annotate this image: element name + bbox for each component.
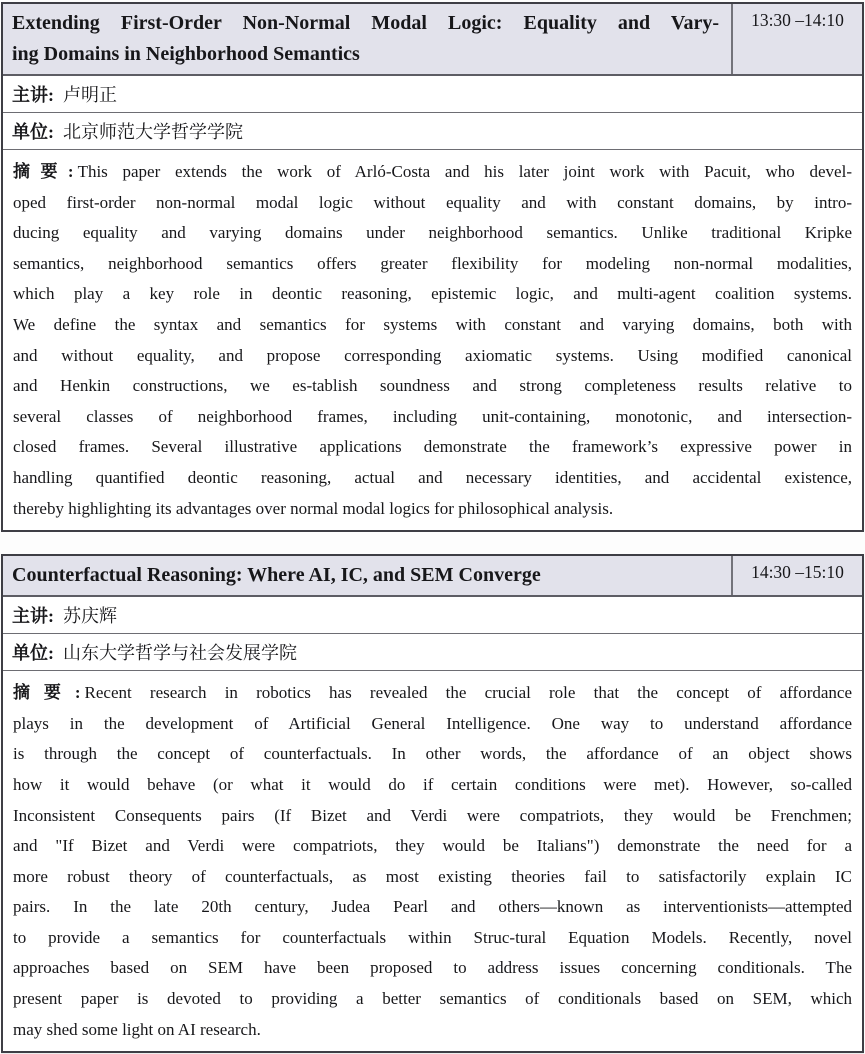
abstract-line: may shed some light on AI research. <box>13 1019 261 1039</box>
abstract-line: pairs. In the late 20th century, Judea Pearl and others—known as interventionists—attempted <box>13 897 852 917</box>
session-card-1 <box>1 2 864 532</box>
abstract-line: and "If Bizet and Verdi were compatriots, they would be Italians") demonstrate the need for a <box>13 836 852 856</box>
abstract-line: ducing equality and varying domains under neighborhood semantics. Unlike traditional Kripke <box>13 223 852 243</box>
abstract-text: This paper extends the work of Arló-Costa and his later joint work with Pacuit, who devel- <box>77 162 852 181</box>
affiliation-label: 单位: <box>12 643 54 664</box>
speaker-name: 苏庆辉 <box>63 606 117 627</box>
speaker-label: 主讲: <box>12 606 54 627</box>
session-header <box>3 4 862 76</box>
abstract-line <box>13 678 852 709</box>
affiliation-name: 山东大学哲学与社会发展学院 <box>63 643 297 664</box>
speaker-name: 卢明正 <box>63 85 117 105</box>
abstract-line: and without equality, and propose corresponding axiomatic systems. Using modified canonical <box>13 345 852 365</box>
speaker-label: 主讲: <box>12 85 54 105</box>
abstract-label: 摘要: <box>13 683 81 703</box>
abstract-line: semantics, neighborhood semantics offers greater flexibility for modeling non-normal modalities, <box>13 253 852 273</box>
abstract-line: closed frames. Several illustrative applications demonstrate the framework’s expressive power in <box>13 437 852 457</box>
abstract-line: to provide a semantics for counterfactuals within Struc-tural Equation Models. Recently, novel <box>13 927 852 947</box>
abstract-line: oped first-order non-normal modal logic without equality and with constant domains, by intro- <box>13 192 852 212</box>
abstract-line <box>13 157 852 188</box>
session-time: 13:30 –14:10 <box>731 4 862 74</box>
affiliation-row <box>3 634 862 671</box>
abstract-line: plays in the development of Artificial General Intelligence. One way to understand affordance <box>13 713 852 733</box>
abstract-line: Inconsistent Consequents pairs (If Bizet and Verdi were compatriots, they would be Frenchmen; <box>13 805 852 825</box>
session-time: 14:30 –15:10 <box>731 556 862 595</box>
speaker-row <box>3 76 862 113</box>
session-title-line: Counterfactual Reasoning: Where AI, IC, and SEM Converge <box>12 564 541 587</box>
abstract-block <box>3 671 862 1051</box>
abstract-line: thereby highlighting its advantages over normal modal logics for philosophical analysis. <box>13 498 614 518</box>
abstract-line: handling quantified deontic reasoning, actual and necessary identities, and accidental existence, <box>13 467 852 487</box>
abstract-block <box>3 150 862 530</box>
session-title <box>3 556 731 595</box>
affiliation-row <box>3 113 862 150</box>
abstract-line: approaches based on SEM have been proposed to address issues concerning conditionals. The <box>13 958 852 978</box>
session-header <box>3 556 862 597</box>
session-card-2 <box>1 554 864 1053</box>
session-title-line: Extending First-Order Non-Normal Modal Logic: Equality and Vary- <box>12 12 719 34</box>
abstract-text: Recent research in robotics has revealed the crucial role that the concept of affordance <box>84 683 852 703</box>
abstract-line: how it would behave (or what it would do if certain conditions were met). However, so-called <box>13 774 852 794</box>
abstract-line: and Henkin constructions, we es-tablish soundness and strong completeness results relative to <box>13 376 852 396</box>
abstract-label: 摘要: <box>13 162 74 181</box>
abstract-line: present paper is devoted to providing a better semantics of conditionals based on SEM, which <box>13 989 852 1009</box>
abstract-line: more robust theory of counterfactuals, as most existing theories fail to satisfactorily explain IC <box>13 866 852 886</box>
abstract-line: which play a key role in deontic reasoning, epistemic logic, and multi-agent coalition systems. <box>13 284 852 304</box>
abstract-line: We define the syntax and semantics for systems with constant and varying domains, both with <box>13 314 852 334</box>
speaker-row <box>3 597 862 634</box>
affiliation-label: 单位: <box>12 122 54 142</box>
session-title <box>3 4 731 74</box>
abstract-line: several classes of neighborhood frames, including unit-containing, monotonic, and intersection- <box>13 406 852 426</box>
affiliation-name: 北京师范大学哲学学院 <box>63 122 243 142</box>
abstract-line: is through the concept of counterfactuals. In other words, the affordance of an object shows <box>13 744 852 764</box>
session-title-line: ing Domains in Neighborhood Semantics <box>12 43 360 65</box>
